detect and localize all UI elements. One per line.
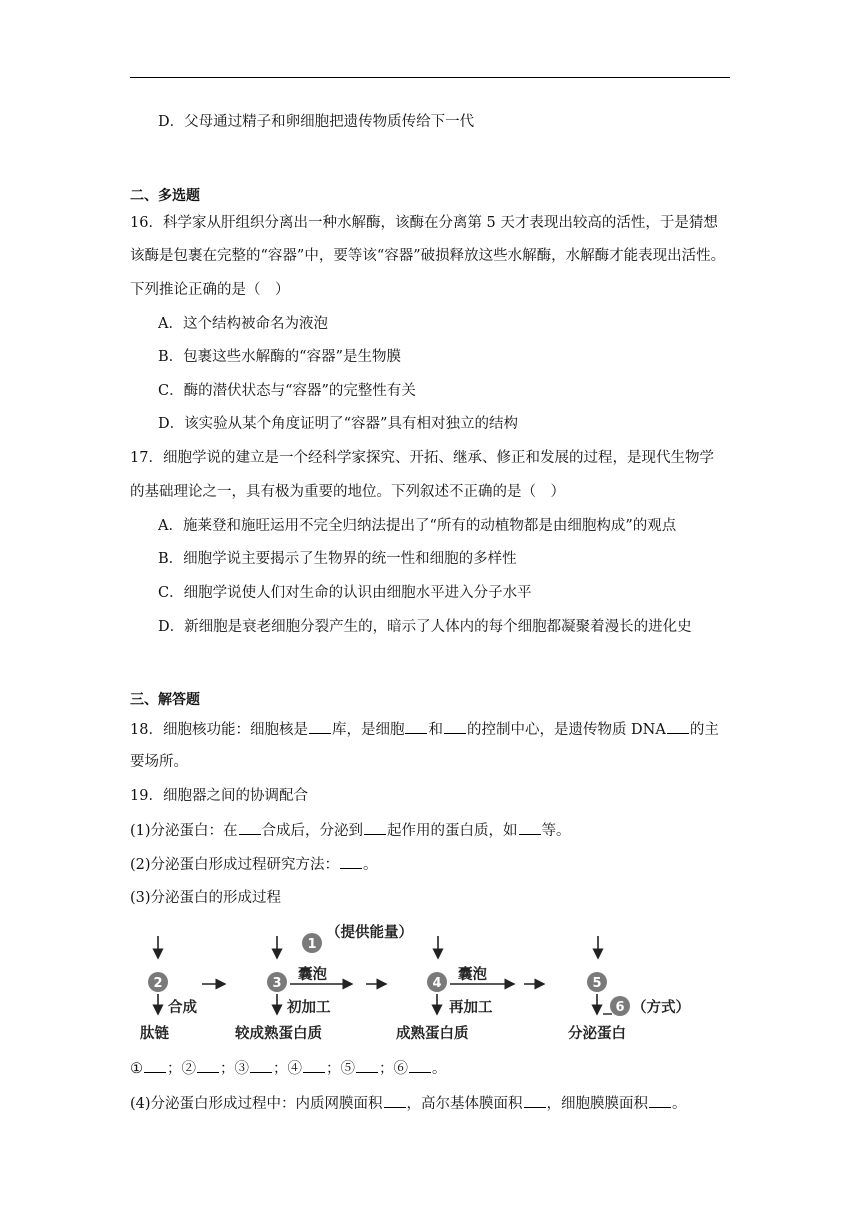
- answer-blank[interactable]: [524, 1093, 546, 1108]
- q18-text-1: 18．细胞核功能：细胞核是: [130, 722, 308, 738]
- answer-blank[interactable]: [444, 719, 466, 734]
- step-initial-processing-label: 初加工: [287, 1000, 331, 1016]
- answer-blank[interactable]: [239, 820, 261, 835]
- q17-stem-line-2: 的基础理论之一，具有极为重要的地位。下列叙述不正确的是（ ）: [130, 484, 565, 500]
- answer-blank[interactable]: [409, 1058, 431, 1073]
- q16-option-b: B．包裹这些水解酶的“容器”是生物膜: [158, 349, 401, 365]
- answer-blank[interactable]: [667, 719, 689, 734]
- answer-blank[interactable]: [519, 820, 541, 835]
- q16-stem-line-3: 下列推论正确的是（ ）: [130, 282, 290, 298]
- q18-line-1: [130, 719, 719, 740]
- energy-label: （提供能量）: [326, 925, 413, 941]
- answer-label-4: ；④: [273, 1061, 302, 1077]
- q17-option-a: A．施莱登和施旺运用不完全归纳法提出了“所有的动植物都是由细胞构成”的观点: [158, 518, 677, 534]
- q19-part-2: [130, 854, 378, 875]
- q19-p2-text-2: 。: [363, 857, 378, 873]
- answer-blank[interactable]: [649, 1093, 671, 1108]
- q19-part-3: (3)分泌蛋白的形成过程: [130, 890, 282, 906]
- q17-stem-line-1: 17．细胞学说的建立是一个经科学家探究、开拓、继承、修正和发展的过程，是现代生物学: [130, 450, 714, 466]
- q18-text-3: 和: [428, 722, 443, 738]
- q16-option-a: A．这个结构被命名为液泡: [158, 316, 328, 332]
- product-immature-protein: 较成熟蛋白质: [235, 1026, 322, 1042]
- q19-p1-text-3: 起作用的蛋白质，如: [387, 823, 518, 839]
- vesicle-label-2: 囊泡: [458, 967, 487, 983]
- secretion-way-label: （方式）: [632, 1000, 690, 1016]
- q17-option-b: B．细胞学说主要揭示了生物界的统一性和细胞的多样性: [158, 551, 517, 567]
- answer-blank[interactable]: [309, 719, 331, 734]
- product-secretory-protein: 分泌蛋白: [568, 1026, 626, 1042]
- number-5-label: 5: [592, 976, 602, 991]
- answer-blank[interactable]: [384, 1093, 406, 1108]
- answer-label-1: ①: [130, 1061, 143, 1077]
- step-synthesis-label: 合成: [168, 1000, 197, 1016]
- q19-title: 19．细胞器之间的协调配合: [130, 788, 308, 804]
- q19-p1-text-4: 等。: [541, 823, 571, 839]
- q17-option-d: D．新细胞是衰老细胞分裂产生的，暗示了人体内的每个细胞都凝聚着漫长的进化史: [158, 619, 692, 635]
- answer-label-5: ；⑤: [326, 1061, 355, 1077]
- answer-blank[interactable]: [340, 854, 362, 869]
- q19-p4-text-4: 。: [672, 1096, 687, 1112]
- section-title-answer: 三、解答题: [130, 692, 200, 708]
- vesicle-label-1: 囊泡: [298, 967, 327, 983]
- q19-p1-text-1: (1)分泌蛋白：在: [130, 823, 238, 839]
- secretory-protein-flow-diagram: [130, 925, 730, 1050]
- answer-blank[interactable]: [197, 1058, 219, 1073]
- q19-diagram-answers: [130, 1058, 447, 1079]
- q18-text-4: 的控制中心，是遗传物质 DNA: [466, 722, 666, 738]
- product-mature-protein: 成熟蛋白质: [396, 1026, 469, 1042]
- q19-p2-text-1: (2)分泌蛋白形成过程研究方法：: [130, 857, 340, 873]
- q16-option-d: D．该实验从某个角度证明了“容器”具有相对独立的结构: [158, 416, 518, 432]
- section-title-multi-choice: 二、多选题: [130, 188, 200, 204]
- answer-label-2: ；②: [167, 1061, 196, 1077]
- q16-option-c: C．酶的潜伏状态与“容器”的完整性有关: [158, 383, 416, 399]
- answer-blank[interactable]: [405, 719, 427, 734]
- q18-text-2: 库，是细胞: [331, 722, 405, 738]
- answer-blank[interactable]: [303, 1058, 325, 1073]
- flow-diagram-svg: [130, 925, 730, 1050]
- number-6-label: 6: [615, 1000, 625, 1015]
- answer-label-6: ；⑥: [379, 1061, 408, 1077]
- q19-part-1: [130, 820, 571, 841]
- q15-option-d: D．父母通过精子和卵细胞把遗传物质传给下一代: [158, 114, 475, 130]
- answer-label-3: ；③: [220, 1061, 249, 1077]
- q19-p1-text-2: 合成后，分泌到: [261, 823, 364, 839]
- answer-end: 。: [432, 1061, 447, 1077]
- number-4-label: 4: [432, 976, 442, 991]
- answer-blank[interactable]: [356, 1058, 378, 1073]
- step-reprocessing-label: 再加工: [449, 1000, 493, 1016]
- answer-blank[interactable]: [144, 1058, 166, 1073]
- answer-blank[interactable]: [250, 1058, 272, 1073]
- q18-line-2: 要场所。: [130, 754, 188, 770]
- q18-text-5: 的主: [689, 722, 719, 738]
- q19-part-4: [130, 1093, 687, 1114]
- q19-p4-text-3: ，细胞膜膜面积: [546, 1096, 649, 1112]
- q16-stem-line-1: 16．科学家从肝组织分离出一种水解酶，该酶在分离第 5 天才表现出较高的活性，于是猜想: [130, 215, 718, 231]
- q17-option-c: C．细胞学说使人们对生命的认识由细胞水平进入分子水平: [158, 585, 532, 601]
- number-1-label: 1: [307, 937, 317, 952]
- q16-stem-line-2: 该酶是包裹在完整的“容器”中，要等该“容器”破损释放这些水解酶，水解酶才能表现出活性。: [130, 248, 726, 264]
- product-peptide-chain: 肽链: [140, 1026, 169, 1042]
- number-2-label: 2: [153, 976, 163, 991]
- header-rule: [130, 77, 730, 78]
- q19-p4-text-2: ，高尔基体膜面积: [406, 1096, 523, 1112]
- number-3-label: 3: [272, 976, 282, 991]
- answer-blank[interactable]: [364, 820, 386, 835]
- q19-p4-text-1: (4)分泌蛋白形成过程中：内质网膜面积: [130, 1096, 383, 1112]
